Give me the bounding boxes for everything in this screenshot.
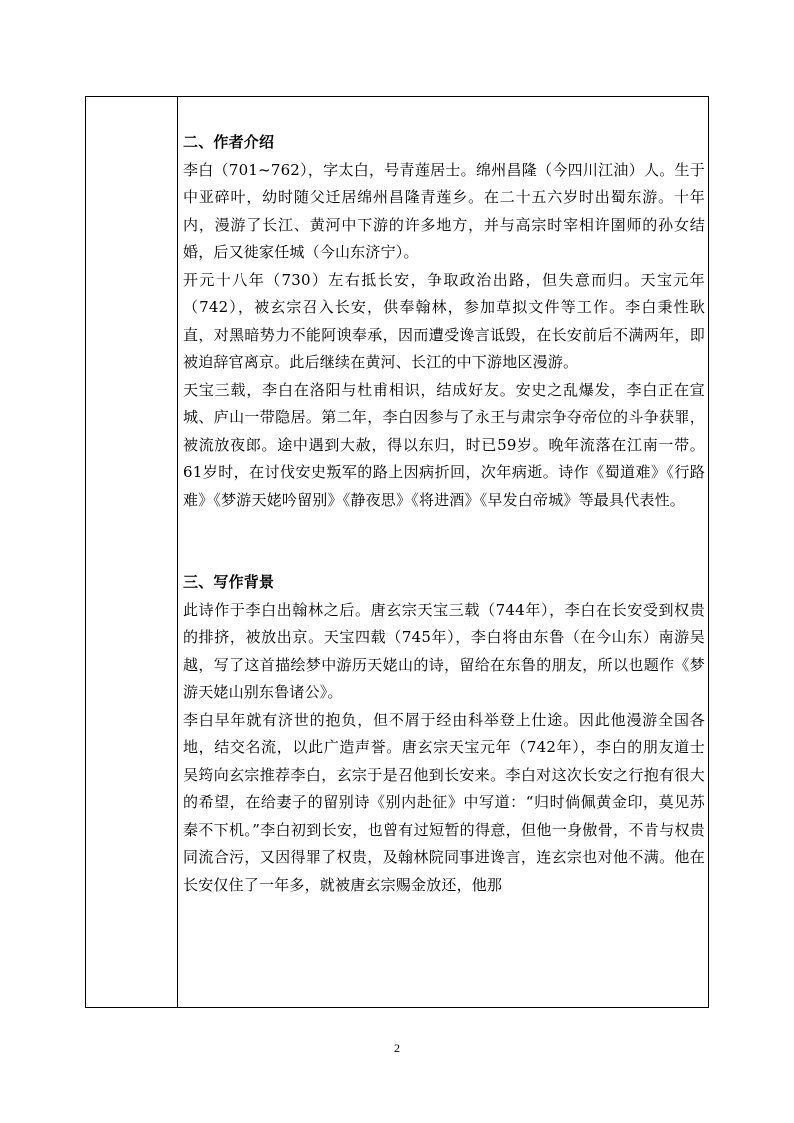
content-table: [85, 96, 709, 1008]
author-paragraph-3: 天宝三载，李白在洛阳与杜甫相识，结成好友。安史之乱爆发，李白正在宣城、庐山一带隐居。第二年，李白因参与了永王与肃宗争夺帝位的斗争获罪，被流放夜郎。途中遇到大赦，得以东归，时已59岁。晚年流落在江南一带。61岁时，在讨伐安史叛军的路上因病折回，次年病逝。诗作《蜀道难》《行路难》《梦游天姥吟留别》《静夜思》《将进酒》《早发白帝城》等最具代表性。: [183, 380, 705, 509]
content-cell: [183, 129, 705, 899]
author-paragraph-2: 开元十八年（730）左右抵长安，争取政治出路，但失意而归。天宝元年（742），被玄宗召入长安，供奉翰林，参加草拟文件等工作。李白秉性耿直，对黑暗势力不能阿谀奉承，因而遭受谗言诋毁，在长安前后不满两年，即被迫辞官离京。此后继续在黄河、长江的中下游地区漫游。: [183, 270, 705, 371]
author-paragraph-1: 李白（701~762），字太白，号青莲居士。绵州昌隆（今四川江油）人。生于中亚碎叶，幼时随父迁居绵州昌隆青莲乡。在二十五六岁时出蜀东游。十年内，漫游了长江、黄河中下游的许多地方，并与高宗时宰相许圉师的孙女结婚，后又徙家任城（今山东济宁）。: [183, 160, 705, 261]
background-paragraph-1: 此诗作于李白出翰林之后。唐玄宗天宝三载（744年），李白在长安受到权贵的排挤，被放出京。天宝四载（745年），李白将由东鲁（在今山东）南游吴越，写了这首描绘梦中游历天姥山的诗，留给在东鲁的朋友，所以也题作《梦游天姥山别东鲁诸公》。: [183, 600, 705, 701]
page-number: 2: [394, 1041, 400, 1055]
section-spacer: [183, 514, 705, 569]
column-divider: [177, 97, 178, 1007]
background-paragraph-2: 李白早年就有济世的抱负，但不屑于经由科举登上仕途。因此他漫游全国各地，结交名流，以此广造声誉。唐玄宗天宝元年（742年），李白的朋友道士吴筠向玄宗推荐李白，玄宗于是召他到长安来。李白对这次长安之行抱有很大的希望，在给妻子的留别诗《别内赴征》中写道：“归时倘佩黄金印，莫见苏秦不下机。”李白初到长安，也曾有过短暂的得意，但他一身傲骨，不肯与权贵同流合污，又因得罪了权贵，及翰林院同事进谗言，连玄宗也对他不满。他在长安仅住了一年多，就被唐玄宗赐金放还，他那: [183, 710, 705, 894]
section-heading-background: 三、写作背景: [183, 573, 275, 591]
section-heading-author: 二、作者介绍: [183, 133, 275, 151]
